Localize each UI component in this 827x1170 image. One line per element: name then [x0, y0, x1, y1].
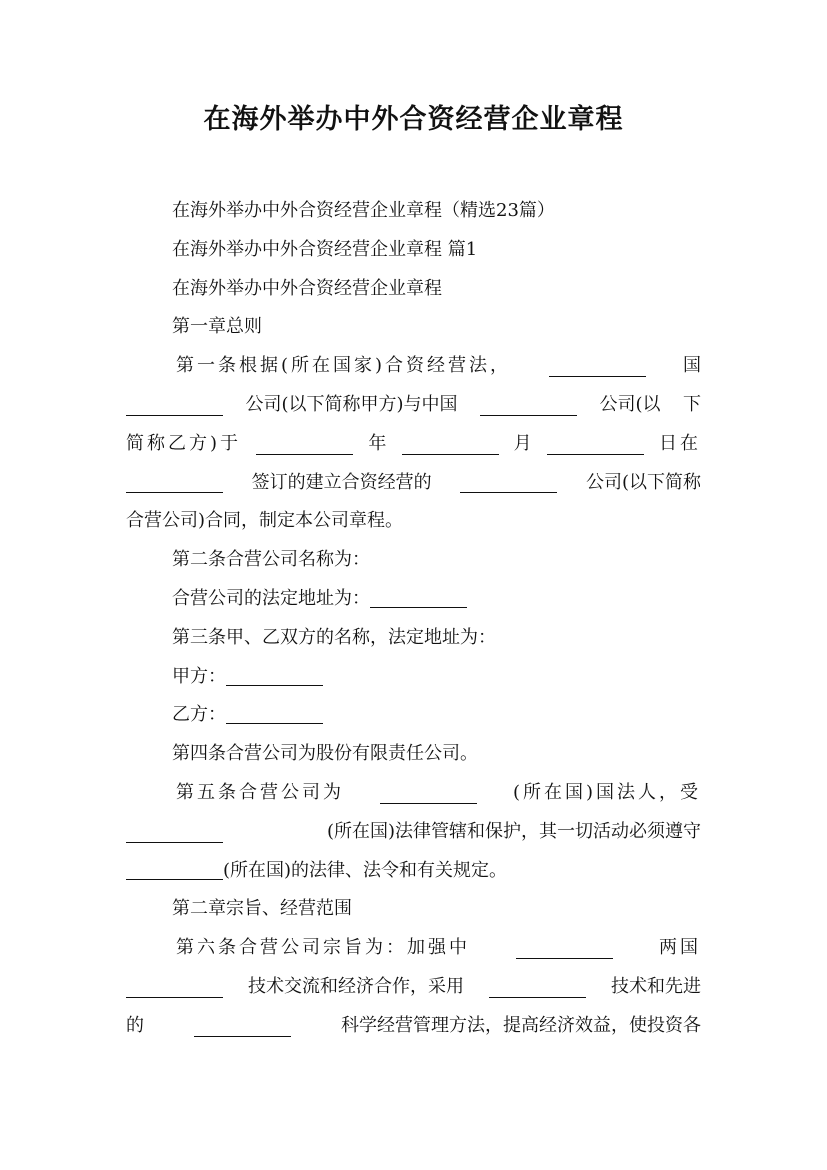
article-5-text: (所在国)国法人，受	[512, 781, 701, 803]
fill-blank	[549, 354, 646, 377]
party-a-line	[126, 658, 701, 697]
document-body	[126, 192, 701, 1046]
subtitle-line: 在海外举办中外合资经营企业章程（精选23篇）	[172, 200, 555, 221]
article-6-text: 技术交流和经济合作，采用	[248, 975, 464, 997]
article-2-address-label: 合营公司的法定地址为：	[172, 587, 370, 609]
article-6-line-1	[126, 929, 701, 968]
fill-blank	[370, 585, 467, 608]
article-1-text: 第一条根据(所在国家)合资经营法，	[176, 355, 512, 377]
article-1-text: 简称乙方)于	[126, 432, 242, 454]
fill-blank	[126, 975, 223, 998]
article-1-line-4	[126, 464, 701, 503]
article-1-line-3	[126, 425, 701, 464]
article-1-text: 年	[368, 432, 387, 454]
fill-blank	[126, 857, 223, 880]
article-2-title: 第二条合营公司名称为：	[172, 549, 370, 571]
article-6-text: 第六条合营公司宗旨为：加强中	[176, 937, 470, 959]
part-heading: 在海外举办中外合资经营企业章程 篇1	[172, 238, 478, 260]
fill-blank	[402, 432, 499, 455]
article-1-line-2	[126, 386, 701, 425]
document-title: 在海外举办中外合资经营企业章程	[203, 104, 624, 135]
article-1-line-1	[126, 347, 701, 386]
fill-blank	[480, 393, 577, 416]
article-6-line-3	[126, 1007, 701, 1046]
article-1-text: 月	[513, 432, 532, 454]
article-1-text: 公司(以下简称甲方)与中国	[245, 393, 458, 415]
fill-blank	[226, 701, 323, 724]
article-5-text: (所在国)法律管辖和保护，其一切活动必须遵守	[326, 820, 701, 842]
article-1-text: 公司(以下简称	[585, 471, 701, 493]
fill-blank	[547, 432, 644, 455]
fill-blank	[460, 470, 557, 493]
article-5-line-3	[126, 852, 701, 891]
article-5-line-1	[126, 774, 701, 813]
article-1-text: 国	[682, 355, 701, 377]
article-1-text: 签订的建立合资经营的	[251, 471, 432, 493]
article-3-title: 第三条甲、乙双方的名称，法定地址为：	[172, 626, 496, 648]
fill-blank	[256, 432, 353, 455]
chapter-1-heading: 第一章总则	[172, 316, 262, 338]
chapter-2-heading: 第二章宗旨、经营范围	[172, 898, 352, 920]
article-2-address	[126, 580, 701, 619]
article-1-text: 下	[682, 393, 701, 415]
article-6-text: 两国	[659, 937, 701, 959]
party-b-line	[126, 696, 701, 735]
article-5-line-2	[126, 813, 701, 852]
article-5-text: (所在国)的法律、法令和有关规定。	[223, 859, 508, 881]
article-4: 第四条合营公司为股份有限责任公司。	[172, 743, 478, 765]
article-5-text: 第五条合营公司为	[176, 781, 344, 803]
party-b-label: 乙方：	[172, 704, 226, 726]
fill-blank	[516, 936, 613, 959]
fill-blank	[126, 393, 223, 416]
article-6-text: 的	[126, 1014, 144, 1036]
article-6-text: 技术和先进	[611, 975, 701, 997]
fill-blank	[380, 781, 477, 804]
fill-blank	[489, 975, 586, 998]
fill-blank	[194, 1014, 291, 1037]
article-6-line-2	[126, 968, 701, 1007]
article-1-text: 日在	[658, 432, 701, 454]
party-a-label: 甲方：	[172, 665, 226, 687]
fill-blank	[126, 470, 223, 493]
repeat-title: 在海外举办中外合资经营企业章程	[172, 277, 442, 299]
fill-blank	[126, 820, 223, 843]
fill-blank	[226, 663, 323, 686]
article-1-line-5: 合营公司)合同，制定本公司章程。	[126, 510, 404, 532]
article-1-text: 公司(以	[599, 393, 661, 415]
article-6-text: 科学经营管理方法，提高经济效益，使投资各	[341, 1014, 701, 1036]
